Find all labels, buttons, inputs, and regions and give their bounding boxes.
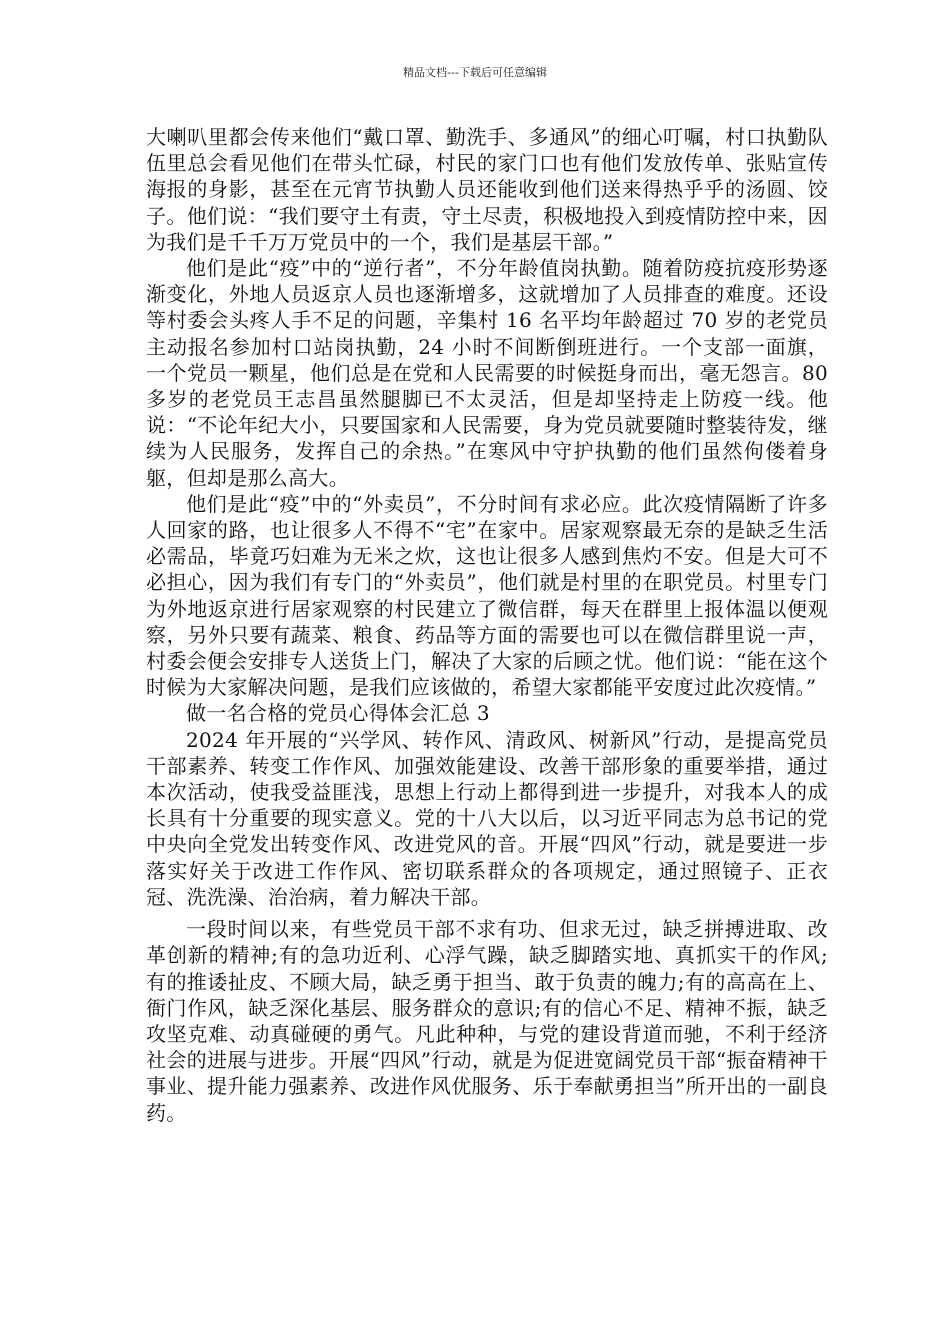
page-header: 精品文档---下载后可任意编辑 — [403, 66, 547, 79]
document-body — [146, 124, 828, 1126]
paragraph-1: 大喇叭里都会传来他们“戴口罩、勤洗手、多通风”的细心叮嘱，村口执勤队伍里总会看见他们在带头忙碌，村民的家门口也有他们发放传单、张贴宣传海报的身影，甚至在元宵节执勤人员还能收到他们送来得热乎乎的汤圆、饺子。他们说：“我们要守土有责，守土尽责，积极地投入到疫情防控中来，因为我们是千千万万党员中的一个，我们是基层干部。” — [146, 125, 828, 254]
section-heading: 做一名合格的党员心得体会汇总 3 — [186, 701, 490, 726]
paragraph-2: 他们是此“疫”中的“逆行者”，不分年龄值岗执勤。随着防疫抗疫形势逐渐变化，外地人员返京人员也逐渐增多，这就增加了人员排查的难度。还设等村委会头疼人手不足的问题，辛集村 16 名平均年龄超过 70 岁的老党员主动报名参加村口站岗执勤，24 小时不间断倒班进行。一个支部一面旗，一个党员一颗星，他们总是在党和人民需要的时候挺身而出，毫无怨言。80 多岁的老党员王志昌虽然腿脚已不太灵活，但是却坚持走上防疫一线。他说：“不论年纪大小，只要国家和人民需要，身为党员就要随时整装待发，继续为人民服务，发挥自己的余热。”在寒风中守护执勤的他们虽然佝偻着身躯，但却是那么高大。 — [146, 256, 828, 490]
paragraph-3: 他们是此“疫”中的“外卖员”，不分时间有求必应。此次疫情隔断了许多人回家的路，也让很多人不得不“宅”在家中。居家观察最无奈的是缺乏生活必需品，毕竟巧妇难为无米之炊，这也让很多人感到焦灼不安。但是大可不必担心，因为我们有专门的“外卖员”，他们就是村里的在职党员。村里专门为外地返京进行居家观察的村民建立了微信群，每天在群里上报体温以便观察，另外只要有蔬菜、粮食、药品等方面的需要也可以在微信群里说一声，村委会便会安排专人送货上门，解决了大家的后顾之忧。他们说：“能在这个时候为大家解决问题，是我们应该做的，希望大家都能平安度过此次疫情。” — [146, 491, 828, 700]
paragraph-4: 2024 年开展的“兴学风、转作风、清政风、树新风”行动，是提高党员干部素养、转变工作作风、加强效能建设、改善干部形象的重要举措，通过本次活动，使我受益匪浅，思想上行动上都得到进一步提升，对我本人的成长具有十分重要的现实意义。党的十八大以后，以习近平同志为总书记的党中央向全党发出转变作风、改进党风的音。开展“四风”行动，就是要进一步落实好关于改进工作作风、密切联系群众的各项规定，通过照镜子、正衣冠、洗洗澡、治治病，着力解决干部。 — [146, 727, 828, 909]
paragraph-5: 一段时间以来，有些党员干部不求有功、但求无过，缺乏拼搏进取、改革创新的精神;有的急功近利、心浮气躁，缺乏脚踏实地、真抓实干的作风;有的推诿扯皮、不顾大局，缺乏勇于担当、敢于负责的魄力;有的高高在上、衙门作风，缺乏深化基层、服务群众的意识;有的信心不足、精神不振，缺乏攻坚克难、动真碰硬的勇气。凡此种种，与党的建设背道而驰，不利于经济社会的进展与进步。开展“四风”行动，就是为促进宽阔党员干部“振奋精神干事业、提升能力强素养、改进作风优服务、乐于奉献勇担当”所开出的一副良药。 — [146, 917, 828, 1125]
